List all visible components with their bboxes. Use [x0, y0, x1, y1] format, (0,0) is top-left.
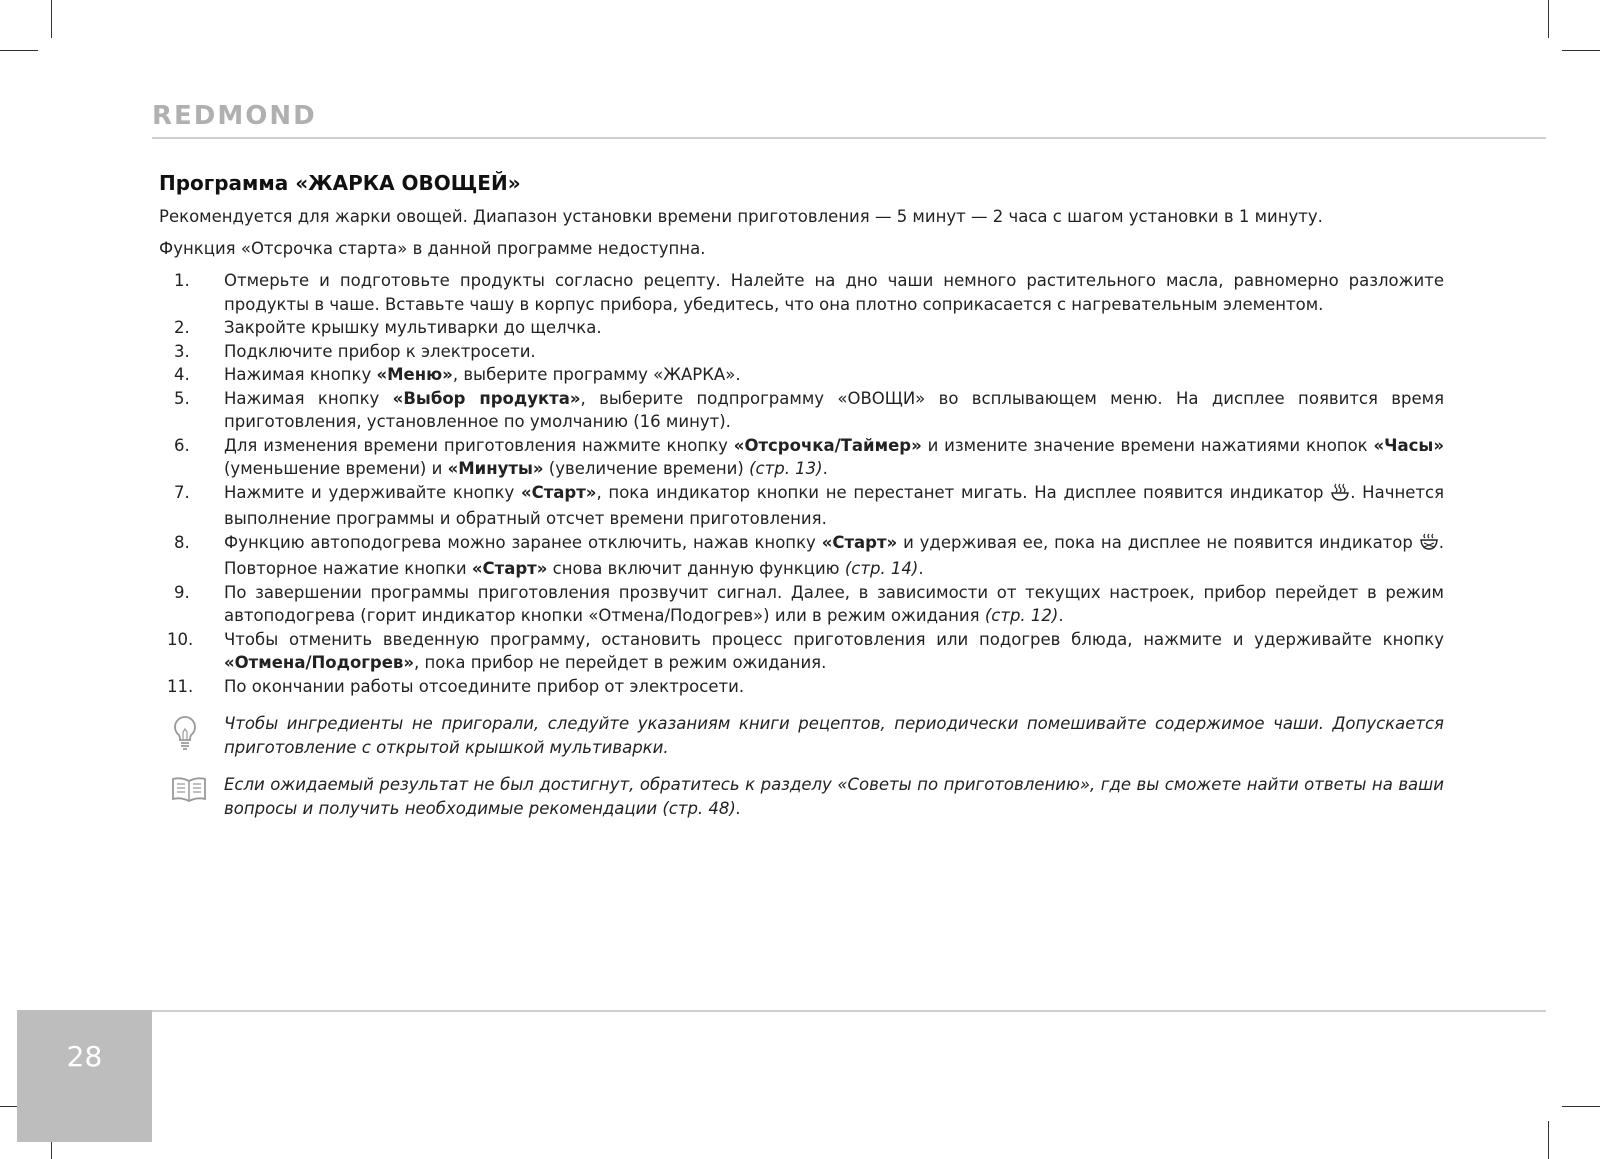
step-text: Закройте крышку мультиварки до щелчка.: [224, 318, 602, 337]
brand-logo: REDMOND: [152, 101, 317, 131]
crop-mark: [1548, 0, 1549, 38]
step-number: 7.: [174, 482, 190, 502]
step-number: 2.: [174, 318, 190, 337]
step-5: [159, 387, 1444, 434]
step-number: 1.: [174, 271, 190, 290]
step-number: 8.: [174, 532, 190, 552]
crop-mark: [1562, 1106, 1600, 1107]
page-number-box: [17, 1010, 152, 1142]
step-9: [159, 581, 1444, 628]
crop-mark: [1562, 50, 1600, 51]
button-name-product: «Выбор продукта»: [392, 388, 581, 408]
step-text: (увеличение времени): [543, 459, 750, 478]
step-text: и измените значение времени нажатиями кнопок: [921, 435, 1374, 455]
step-text: Нажимая кнопку: [224, 365, 377, 384]
button-name-timer: «Отсрочка/Таймер»: [733, 435, 922, 455]
step-text: . Начнется выполнение программы и обратный отсчет времени приготовления.: [224, 482, 1444, 528]
step-text: (уменьшение времени) и: [224, 459, 448, 478]
step-text: По завершении программы приготовления прозвучит сигнал. Далее, в зависимости от текущих настроек, прибор перейдет в режим автоподогрева (горит индикатор кнопки «Отмена/Подогрев») или в режим ожидания: [224, 582, 1444, 625]
button-name-minutes: «Минуты»: [447, 459, 544, 478]
steaming-bowl-icon: [1330, 483, 1350, 508]
book-note: [159, 773, 1444, 820]
page-reference: (стр. 12): [984, 606, 1059, 625]
step-number: 3.: [174, 341, 190, 361]
tip-text: Чтобы ингредиенты не пригорали, следуйте указаниям книги рецептов, периодически помешивайте содержимое чаши. Допускается приготовление с открытой крышкой мультиварки.: [224, 714, 1444, 757]
step-text: . Повторное нажатие кнопки: [224, 532, 1444, 578]
step-text: По окончании работы отсоедините прибор от электросети.: [224, 676, 745, 696]
button-name-menu: «Меню»: [376, 365, 453, 384]
step-text: снова включит данную функцию: [547, 559, 845, 578]
page-reference: (стр. 14): [844, 559, 919, 578]
step-text: Чтобы отменить введенную программу, остановить процесс приготовления или подогрев блюда, нажмите и удерживайте кнопку: [224, 629, 1444, 649]
step-number: 9.: [174, 582, 190, 602]
crop-mark: [1548, 1121, 1549, 1159]
page-number: 28: [66, 1040, 103, 1073]
step-4: [159, 363, 1444, 387]
step-number: 6.: [174, 435, 190, 455]
step-number: 10.: [167, 629, 194, 649]
header-divider: [152, 137, 1546, 139]
step-text: и удерживая ее, пока на дисплее не появится индикатор: [897, 532, 1419, 552]
step-1: [159, 269, 1444, 316]
step-8: [159, 531, 1444, 581]
step-2: [159, 316, 1444, 340]
footer-divider: [152, 1010, 1546, 1012]
button-name-start: «Старт»: [821, 532, 898, 552]
step-number: 11.: [167, 676, 194, 696]
tip-note: [159, 712, 1444, 759]
step-3: [159, 340, 1444, 364]
book-text: Если ожидаемый результат не был достигнут, обратитесь к разделу «Советы по приготовлению», где вы сможете найти ответы на ваши вопросы и получить необходимые рекомендации (стр. 48).: [224, 775, 1444, 818]
step-number: 5.: [174, 388, 190, 408]
step-10: [159, 628, 1444, 675]
step-text: Для изменения времени приготовления нажмите кнопку: [224, 435, 734, 455]
page-reference: (стр. 13): [749, 459, 823, 478]
lightbulb-icon: [171, 714, 199, 759]
step-6: [159, 434, 1444, 481]
step-text: , пока индикатор кнопки не перестанет мигать. На дисплее появится индикатор: [596, 482, 1331, 502]
crop-mark: [51, 0, 52, 38]
button-name-cancel: «Отмена/Подогрев»: [224, 653, 415, 672]
step-text: Подключите прибор к электросети.: [224, 341, 536, 361]
step-11: [159, 675, 1444, 699]
button-name-hours: «Часы»: [1373, 435, 1444, 455]
crop-mark: [0, 50, 38, 51]
section-title: Программа «ЖАРКА ОВОЩЕЙ»: [159, 171, 521, 195]
step-text: .: [1058, 606, 1064, 625]
button-name-start: «Старт»: [520, 482, 597, 502]
open-book-icon: [171, 775, 207, 810]
step-text: .: [822, 459, 828, 478]
step-text: Функцию автоподогрева можно заранее отключить, нажав кнопку: [224, 532, 822, 552]
step-number: 4.: [174, 365, 190, 384]
steps-list: [159, 269, 1444, 698]
button-name-start: «Старт»: [471, 559, 548, 578]
step-text: Отмерьте и подготовьте продукты согласно рецепту. Налейте на дно чаши немного растительного масла, равномерно разложите продукты в чаше. Вставьте чашу в корпус прибора, убедитесь, что она плотно соприкасается с нагревательным элементом.: [224, 271, 1444, 314]
step-text: Нажимая кнопку: [224, 388, 393, 408]
step-text: Нажмите и удерживайте кнопку: [224, 482, 521, 502]
warming-bowl-icon: [1419, 533, 1439, 558]
step-text: , выберите программу «ЖАРКА».: [452, 365, 741, 384]
step-text: , выберите подпрограмму «ОВОЩИ» во всплывающем меню. На дисплее появится время приготовления, установленное по умолчанию (16 минут).: [224, 388, 1444, 431]
main-content: [159, 171, 1444, 820]
step-text: , пока прибор не перейдет в режим ожидания.: [414, 653, 827, 672]
intro-text: Рекомендуется для жарки овощей. Диапазон установки времени приготовления — 5 минут — 2 часа с шагом установки в 1 минуту.: [159, 207, 1323, 226]
step-text: .: [918, 559, 924, 578]
delay-start-note: Функция «Отсрочка старта» в данной программе недоступна.: [159, 239, 706, 258]
step-7: [159, 481, 1444, 531]
